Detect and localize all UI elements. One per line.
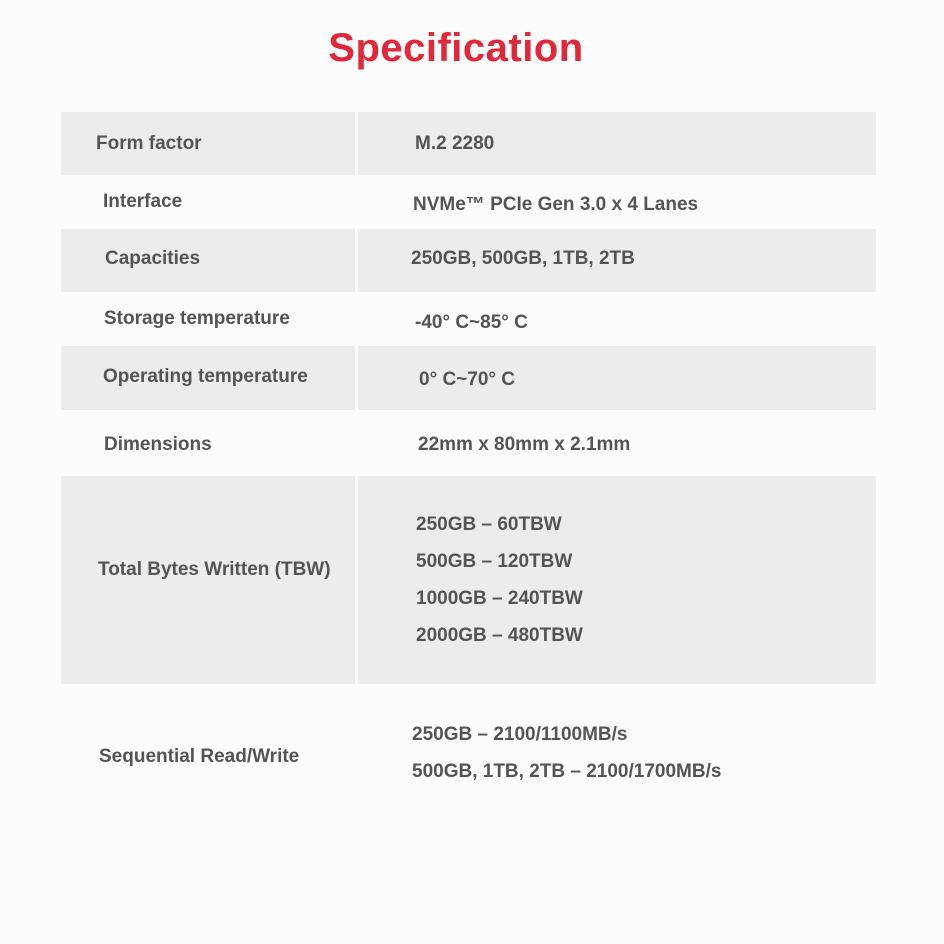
spec-label: Sequential Read/Write <box>99 746 300 767</box>
table-row <box>61 684 876 834</box>
spec-value-line: 2000GB – 480TBW <box>416 625 583 646</box>
spec-value: M.2 2280 <box>415 133 495 154</box>
spec-value-line: 1000GB – 240TBW <box>416 588 583 609</box>
table-row <box>61 346 876 410</box>
spec-value: 22mm x 80mm x 2.1mm <box>418 434 631 455</box>
table-row <box>61 112 876 175</box>
spec-label: Storage temperature <box>104 308 290 329</box>
spec-value-line: 500GB, 1TB, 2TB – 2100/1700MB/s <box>412 761 722 782</box>
spec-label: Operating temperature <box>103 366 308 387</box>
spec-value-line: 500GB – 120TBW <box>416 551 573 572</box>
table-row <box>61 410 876 476</box>
table-row <box>61 476 876 684</box>
table-row <box>61 175 876 229</box>
spec-value-line: 250GB – 60TBW <box>416 514 562 535</box>
spec-value: 250GB, 500GB, 1TB, 2TB <box>411 248 635 269</box>
page-title: Specification <box>328 26 584 70</box>
table-row <box>61 229 876 292</box>
spec-value: 0° C~70° C <box>419 369 515 390</box>
spec-label: Total Bytes Written (TBW) <box>98 559 331 580</box>
spec-value: -40° C~85° C <box>415 312 528 333</box>
table-row <box>61 292 876 346</box>
spec-label: Dimensions <box>104 434 212 455</box>
spec-label: Interface <box>103 191 183 212</box>
spec-label: Form factor <box>96 133 202 154</box>
spec-value: NVMe™ PCIe Gen 3.0 x 4 Lanes <box>413 194 699 215</box>
spec-value-line: 250GB – 2100/1100MB/s <box>412 724 628 745</box>
spec-label: Capacities <box>105 248 201 269</box>
